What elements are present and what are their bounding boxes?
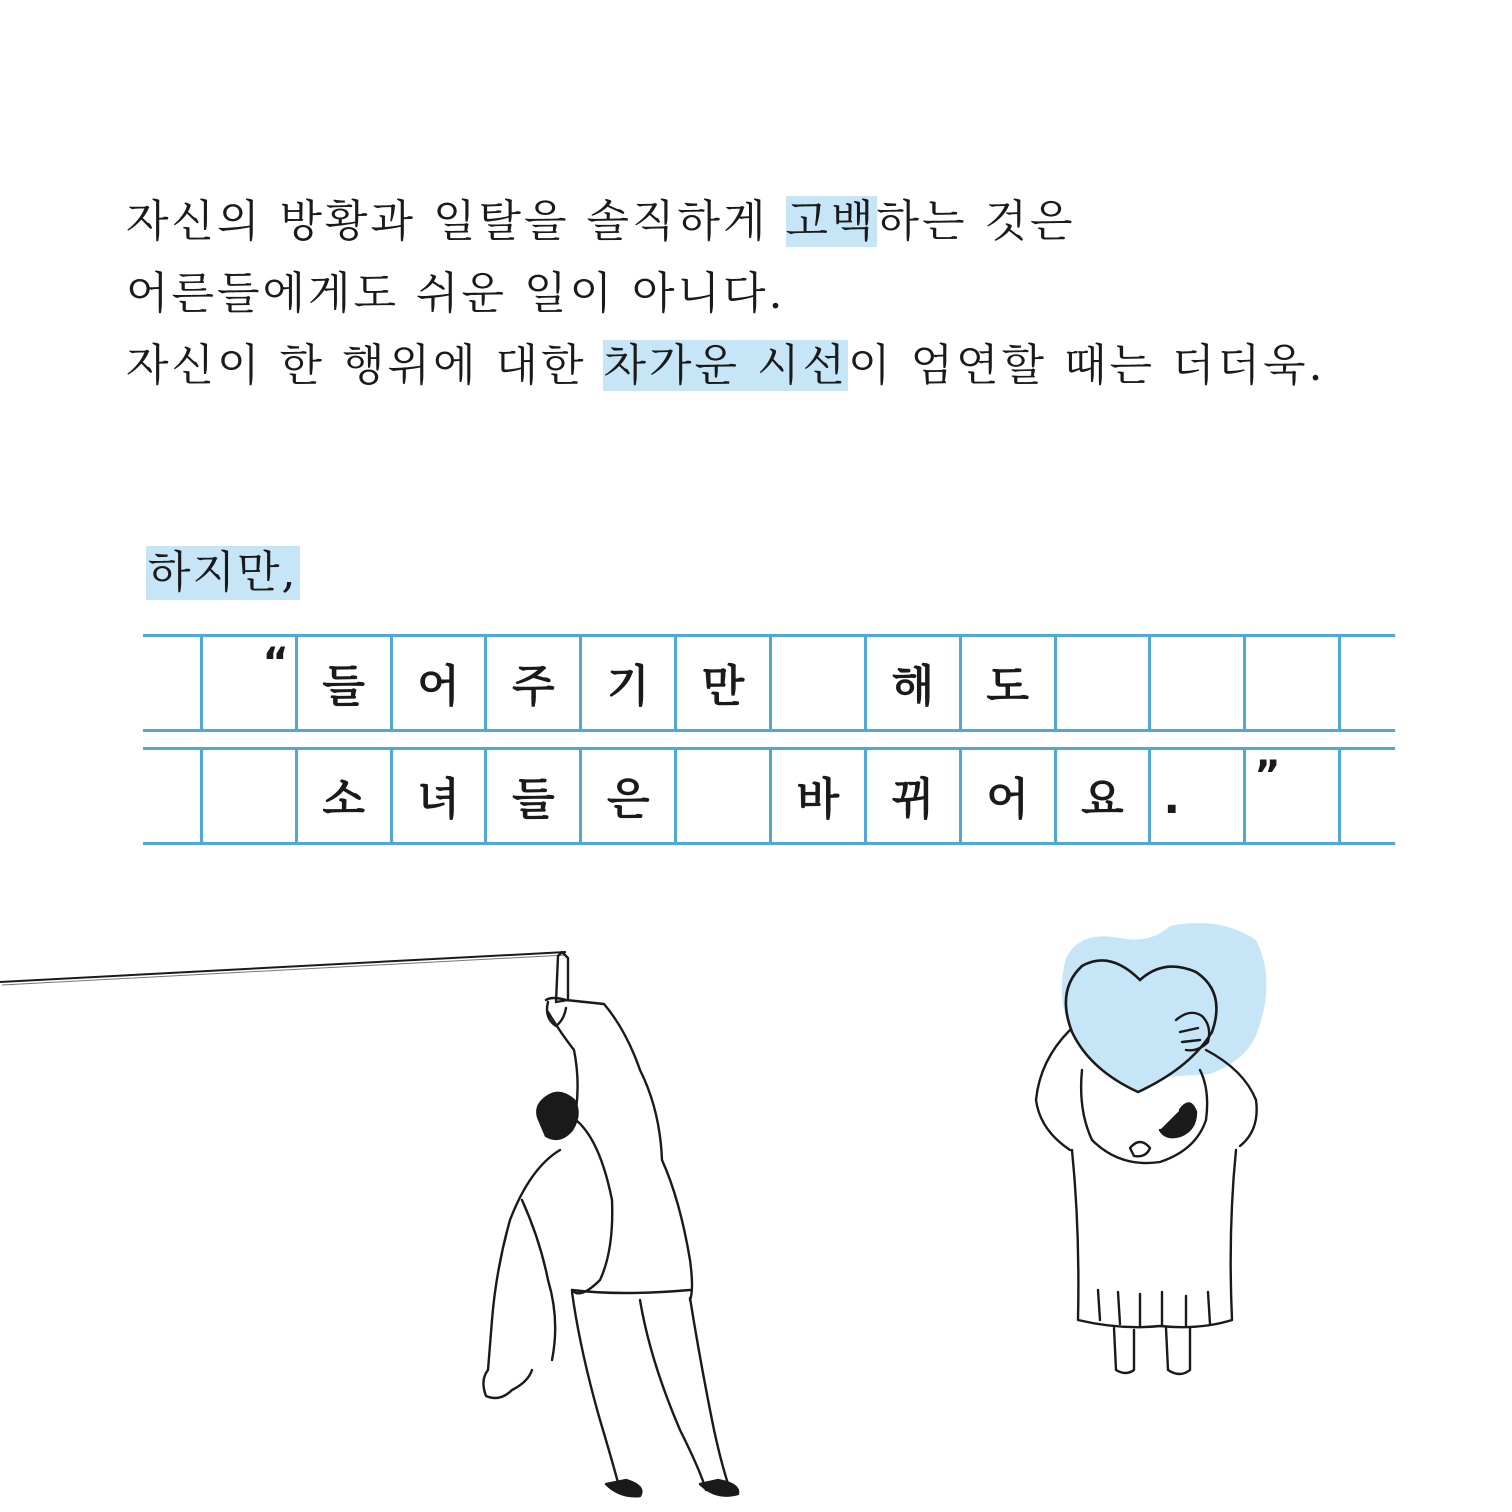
- grid-cell: [1148, 747, 1243, 842]
- grid-cell: [1338, 747, 1395, 842]
- grid-cell: [1148, 634, 1243, 729]
- grid-cell: 요: [1054, 747, 1149, 842]
- grid-cell: 소: [295, 747, 390, 842]
- intro-line-3-tail: 이 엄연할 때는 더더욱.: [848, 340, 1326, 391]
- highlight-cold-gaze: 차가운 시선: [603, 340, 848, 391]
- intro-line-3-text: 자신이 한 행위에 대한: [126, 340, 604, 391]
- grid-cell: 녀: [390, 747, 485, 842]
- illustration: [0, 900, 1512, 1512]
- but-label: 하지만,: [148, 547, 298, 598]
- open-quote: “: [262, 640, 289, 686]
- intro-line-1-text: 자신의 방황과 일탈을 솔직하게: [126, 196, 786, 247]
- grid-cell: 기: [579, 634, 674, 729]
- grid-rule-bottom-1: [143, 729, 1395, 732]
- grid-cell: 들: [484, 747, 579, 842]
- grid-cell: [1054, 634, 1149, 729]
- period-mark: .: [1163, 773, 1181, 824]
- man-figure: [483, 952, 738, 1496]
- grid-cell: [674, 747, 769, 842]
- grid-cell: [1338, 634, 1395, 729]
- string-line: [0, 952, 566, 985]
- grid-cell: [769, 634, 864, 729]
- intro-paragraph: [126, 186, 1325, 402]
- intro-line-1-tail: 하는 것은: [876, 196, 1076, 247]
- intro-line-2: 어른들에게도 쉬운 일이 아니다.: [126, 268, 786, 319]
- grid-cell: 은: [579, 747, 674, 842]
- grid-cell: 만: [674, 634, 769, 729]
- heart-figure: [1036, 923, 1267, 1374]
- grid-cell: 뀌: [864, 747, 959, 842]
- intro-line-1: [126, 186, 1325, 258]
- grid-cell: 도: [959, 634, 1054, 729]
- grid-cell: [143, 634, 200, 729]
- grid-cell: [143, 747, 200, 842]
- grid-cell: [1243, 747, 1338, 842]
- manuscript-row-1: [143, 634, 1395, 729]
- grid-rule-bottom-2: [143, 842, 1395, 845]
- grid-cell: [1243, 634, 1338, 729]
- grid-cell: 들: [295, 634, 390, 729]
- intro-line-3: [126, 330, 1325, 402]
- grid-cell: [200, 634, 295, 729]
- grid-cell: 어: [390, 634, 485, 729]
- grid-cell: 바: [769, 747, 864, 842]
- grid-cell: 어: [959, 747, 1054, 842]
- highlight-confession: 고백: [785, 196, 877, 247]
- manuscript-row-2: [143, 747, 1395, 842]
- grid-cell: 해: [864, 634, 959, 729]
- grid-cell: [200, 747, 295, 842]
- grid-cell: 주: [484, 634, 579, 729]
- close-quote: ”: [1254, 753, 1281, 799]
